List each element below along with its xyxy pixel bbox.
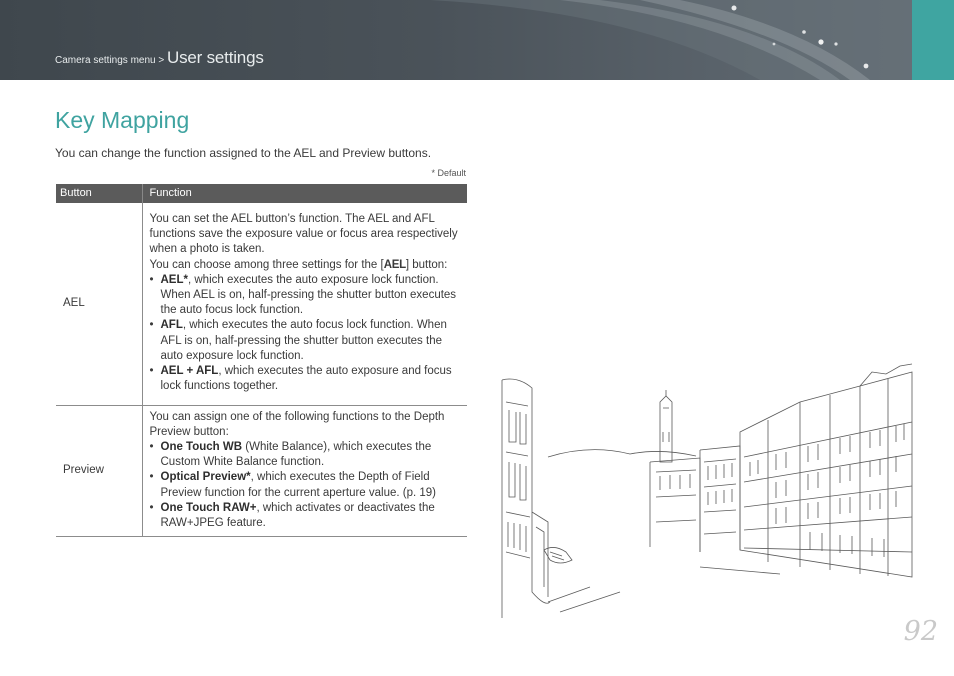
function-description-ael xyxy=(142,203,467,405)
key-mapping-table xyxy=(56,184,467,537)
list-item xyxy=(150,440,462,470)
breadcrumb-separator: > xyxy=(155,55,168,66)
table-row-preview xyxy=(56,405,467,537)
default-note: * Default xyxy=(431,168,466,178)
list-item xyxy=(150,318,462,364)
breadcrumb xyxy=(55,48,264,68)
table-row-ael xyxy=(56,203,467,405)
option-description: , which executes the auto focus lock function. When AFL is on, half-pressing the shutter button executes the auto exposure lock function. xyxy=(160,319,447,362)
list-item xyxy=(150,470,462,500)
function-description-preview xyxy=(142,405,467,537)
breadcrumb-current: User settings xyxy=(167,48,264,67)
option-description: , which executes the Depth of Field Preview function for the current aperture value. (p. 19) xyxy=(160,471,437,499)
option-name: AFL xyxy=(160,319,183,332)
option-description: , which executes the auto exposure lock function. When AEL is on, half-pressing the shutter button executes the auto focus lock function. xyxy=(160,273,457,317)
breadcrumb-parent[interactable]: Camera settings menu xyxy=(55,55,156,66)
option-description: , which executes the auto exposure and focus lock functions together. xyxy=(160,365,452,393)
option-name: Optical Preview* xyxy=(160,471,251,484)
ael-button-icon: AEL xyxy=(383,258,406,271)
option-name: One Touch RAW+ xyxy=(160,501,257,514)
page-title: Key Mapping xyxy=(55,107,190,133)
table-header-row xyxy=(56,184,467,203)
button-name-preview: Preview xyxy=(56,405,142,537)
list-item xyxy=(150,501,462,531)
page-number: 92 xyxy=(903,616,938,647)
option-description: (White Balance), which executes the Custom White Balance function. xyxy=(160,440,432,469)
section-tab xyxy=(912,0,954,80)
option-description: , which activates or deactivates the RAW+JPEG feature. xyxy=(160,501,435,529)
intro-text: You can change the function assigned to the AEL and Preview buttons. xyxy=(55,146,432,160)
canal-city-sketch-illustration xyxy=(500,362,916,622)
list-item xyxy=(150,273,462,319)
ael-intro-text: You can set the AEL button’s function. The AEL and AFL functions save the exposure value or focus area respectively when a photo is taken. xyxy=(149,213,458,256)
page-header xyxy=(0,0,954,80)
option-name: One Touch WB xyxy=(160,440,243,453)
ael-choice-text: You can choose among three settings for the [AEL] button: xyxy=(149,258,448,271)
preview-options-list xyxy=(150,440,462,531)
option-name: AEL + AFL xyxy=(160,365,219,378)
option-name: AEL* xyxy=(160,273,188,286)
column-header-function: Function xyxy=(142,184,467,203)
list-item xyxy=(150,364,462,394)
ael-options-list xyxy=(150,273,462,395)
button-name-ael: AEL xyxy=(56,203,142,405)
preview-intro-text: You can assign one of the following functions to the Depth Preview button: xyxy=(149,410,445,438)
column-header-button: Button xyxy=(56,184,142,203)
decorative-swoosh xyxy=(0,0,954,80)
